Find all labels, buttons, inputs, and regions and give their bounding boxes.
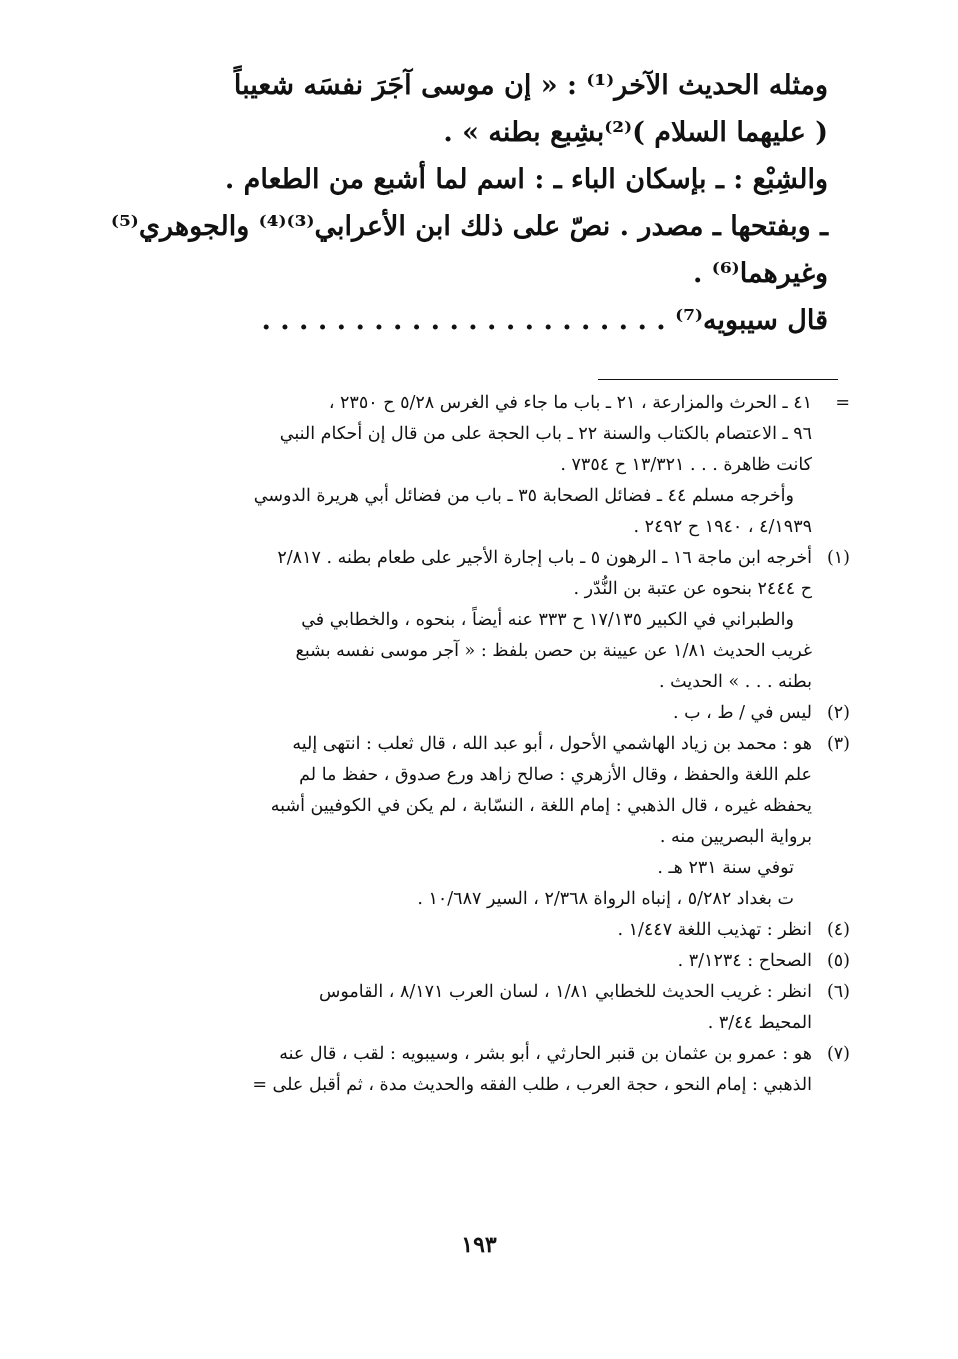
footnote-line: الذهبي : إمام النحو ، حجة العرب ، طلب الفقه والحديث مدة ، ثم أقبل على = (252, 1075, 812, 1095)
footnote-body (110, 977, 812, 1039)
footnote-number: = (835, 393, 850, 413)
footnote-paragraph (110, 1039, 812, 1101)
footnote-paragraph (110, 853, 812, 884)
footnote-line: توفي سنة ٢٣١ هـ . (657, 858, 794, 878)
footnote-line: ت بغداد ٥/٢٨٢ ، إنباه الرواة ٢/٣٦٨ ، السير ١٠/٦٨٧ . (417, 889, 794, 909)
footnote-number: (٥) (826, 951, 850, 971)
main-line: وغيرهما⁽⁶⁾ . (693, 258, 828, 289)
footnote-line: هو : محمد بن زياد الهاشمي الأحول ، أبو عبد الله ، قال ثعلب : انتهى إليه (292, 734, 812, 754)
footnote-paragraph (110, 543, 812, 605)
footnote-line: ٩٦ ـ الاعتصام بالكتاب والسنة ٢٢ ـ باب الحجة على من قال إن أحكام النبي (279, 424, 812, 444)
footnote-separator (598, 379, 838, 380)
footnote (110, 388, 850, 543)
footnote-line: انظر : غريب الحديث للخطابي ١/٨١ ، لسان العرب ٨/١٧١ ، القاموس (319, 982, 812, 1002)
footnote (110, 946, 850, 977)
main-last-line (128, 297, 828, 344)
footnote-line: غريب الحديث ١/٨١ عن عيينة بن حصن بلفظ : « آجر موسى نفسه بشبع (295, 641, 812, 661)
footnote-body (110, 946, 812, 977)
footnote (110, 543, 850, 698)
footnote-paragraph (110, 729, 812, 853)
main-line: ومثله الحديث الآخر⁽¹⁾ : « إن موسى آجَرَ نفسَه شعيباً (233, 70, 828, 101)
footnote (110, 1039, 850, 1101)
footnote-number: (٣) (826, 734, 850, 754)
footnote-line: المحيط ٣/٤٤ . (707, 1013, 812, 1033)
footnote-number: (٧) (826, 1044, 850, 1064)
footnote-line: هو : عمرو بن عثمان بن قنبر الحارثي ، أبو بشر ، وسيبويه : لقب ، قال عنه (279, 1044, 812, 1064)
footnote-line: أخرجه ابن ماجة ١٦ ـ الرهون ٥ ـ باب إجارة الأجير على طعام بطنه . ٢/٨١٧ (277, 548, 812, 568)
footnote-body (110, 729, 812, 915)
footnote-paragraph (110, 946, 812, 977)
footnote (110, 698, 850, 729)
ellipsis-dots: . . . . . . . . . . . . . . . . . . . . . . (261, 305, 666, 336)
footnote-number: (٦) (826, 982, 850, 1002)
footnote-paragraph (110, 977, 812, 1039)
footnote-body (110, 915, 812, 946)
footnote-paragraph (110, 915, 812, 946)
footnote-line: يحفظه غيره ، قال الذهبي : إمام اللغة ، النسّابة ، لم يكن في الكوفيين أشبه (270, 796, 812, 816)
footnote-paragraph (110, 884, 812, 915)
footnote-body (110, 1039, 812, 1101)
footnote-line: كانت ظاهرة . . . ١٣/٣٢١ ح ٧٣٥٤ . (560, 455, 812, 475)
footnote (110, 729, 850, 915)
footnote-line: انظر : تهذيب اللغة ١/٤٤٧ . (617, 920, 812, 940)
footnote-line: ٤/١٩٣٩ ، ١٩٤٠ ح ٢٤٩٢ . (633, 517, 812, 537)
footnote-line: ح ٢٤٤٤ بنحوه عن عتبة بن النُّدّر . (573, 579, 812, 599)
footnote-paragraph (110, 605, 812, 698)
footnotes (110, 388, 850, 1101)
footnote (110, 915, 850, 946)
footnote-line: علم اللغة والحفظ ، وقال الأزهري : صالح زاهد ورع صدوق ، حفظ ما لم (299, 765, 812, 785)
footnote (110, 977, 850, 1039)
footnote-line: برواية البصريين منه . (659, 827, 812, 847)
footnote-line: ليس في / ط ، ب . (672, 703, 812, 723)
footnote-line: بطنه . . . » الحديث . (659, 672, 812, 692)
footnote-line: ٤١ ـ الحرث والمزارعة ، ٢١ ـ باب ما جاء في الغرس ٥/٢٨ ح ٢٣٥٠ ، (328, 393, 812, 413)
footnote-paragraph (110, 481, 812, 543)
footnote-line: والطبراني في الكبير ١٧/١٣٥ ح ٣٣٣ عنه أيضاً ، بنحوه ، والخطابي في (301, 610, 794, 630)
page-number: ١٩٣ (461, 1232, 497, 1258)
footnote-line: الصحاح : ٣/١٢٣٤ . (677, 951, 812, 971)
main-line: ( عليهما السلام )⁽²⁾بشِبع بطنه » . (443, 117, 828, 148)
footnote-number: (١) (826, 548, 850, 568)
sibawayh-quote: قال سيبويه⁽⁷⁾ (675, 305, 828, 336)
footnote-body (110, 543, 812, 698)
footnote-paragraph (110, 388, 812, 481)
footnote-number: (٤) (826, 920, 850, 940)
main-line: والشِبْع : ـ بإسكان الباء ـ : اسم لما أشبع من الطعام . (224, 164, 828, 195)
main-text (110, 62, 828, 344)
footnote-paragraph (110, 698, 812, 729)
footnote-number: (٢) (826, 703, 850, 723)
footnote-body (110, 698, 812, 729)
footnote-body (110, 388, 812, 543)
main-line: ـ وبفتحها ـ مصدر . نصّ على ذلك ابن الأعرابي⁽³⁾⁽⁴⁾ والجوهري⁽⁵⁾ (110, 211, 828, 242)
footnote-line: وأخرجه مسلم ٤٤ ـ فضائل الصحابة ٣٥ ـ باب من فضائل أبي هريرة الدوسي (253, 486, 794, 506)
